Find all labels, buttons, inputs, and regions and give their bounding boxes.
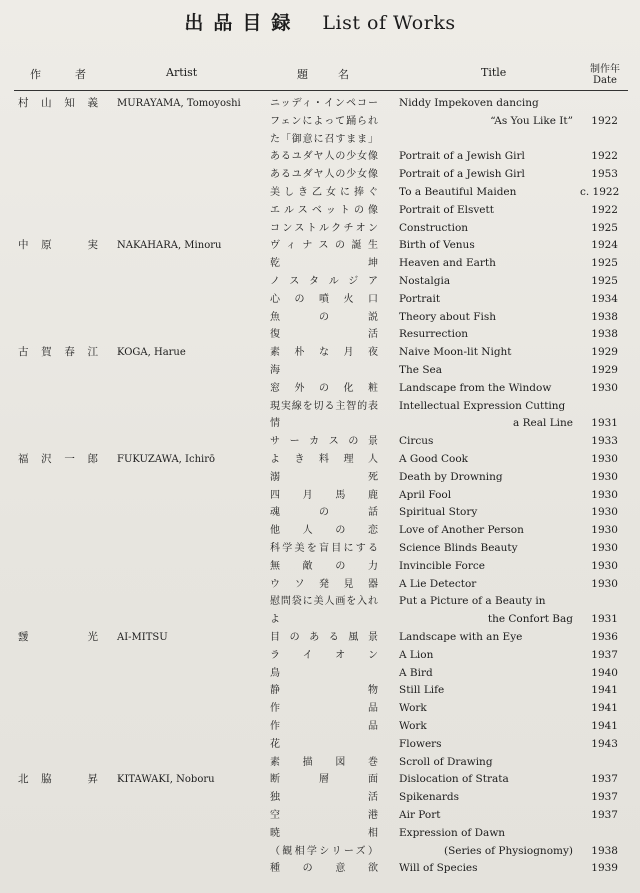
- artist-name: NAKAHARA, Minoru: [117, 240, 222, 252]
- work-row: [0, 487, 640, 505]
- work-title-japanese: ヴィナスの誕生: [270, 240, 378, 252]
- work-row: [0, 166, 640, 184]
- page-title: [0, 8, 640, 35]
- work-row: [0, 255, 640, 273]
- work-title: Portrait: [399, 292, 441, 305]
- work-title: Still Life: [399, 684, 445, 697]
- artist-name-japanese: 靉 光: [18, 631, 98, 643]
- work-title: A Good Cook: [399, 453, 469, 465]
- work-row: [0, 718, 640, 736]
- work-date: 1941: [591, 720, 618, 732]
- work-title: A Bird: [399, 666, 433, 679]
- header-date-japanese: 制作年: [590, 64, 620, 75]
- work-row: [0, 326, 640, 344]
- work-title: Portrait of Elsvett: [399, 203, 494, 216]
- artist-name-japanese: 北脇 昇: [18, 773, 98, 786]
- work-date: 1937: [591, 809, 618, 821]
- work-title-japanese: よ: [270, 614, 280, 626]
- work-title-japanese: ライオン: [270, 649, 378, 661]
- work-title: Landscape with an Eye: [399, 631, 523, 643]
- work-title: April Fool: [399, 488, 452, 501]
- work-date: 1930: [591, 524, 618, 537]
- work-title-japanese: 心の噴火口: [270, 293, 378, 305]
- work-date: 1930: [591, 506, 618, 519]
- work-date: 1937: [591, 791, 618, 804]
- work-date: 1924: [591, 239, 618, 252]
- work-row: [0, 771, 640, 789]
- work-title-japanese: 情: [270, 418, 280, 430]
- work-row: [0, 113, 640, 131]
- work-title-japanese: た「御意に召すまま」: [270, 133, 378, 145]
- work-title: Invincible Force: [399, 559, 485, 572]
- work-date: 1943: [591, 737, 618, 750]
- work-title: Construction: [399, 221, 469, 234]
- work-title-japanese: コンストルクチオン: [270, 222, 378, 234]
- work-row: [0, 380, 640, 398]
- work-row: [0, 665, 640, 683]
- work-row: [0, 148, 640, 166]
- artist-name-japanese: 古賀春江: [18, 346, 98, 359]
- header-title: Title: [481, 66, 507, 79]
- work-row: [0, 415, 640, 433]
- work-title: Theory about Fish: [399, 310, 497, 323]
- work-title-japanese: エルスベットの像: [270, 204, 378, 216]
- work-row: [0, 860, 640, 878]
- work-row: [0, 362, 640, 380]
- header-date-english: Date: [593, 75, 617, 86]
- work-row: [0, 843, 640, 861]
- work-title-japanese: 暁 相: [270, 827, 378, 839]
- work-title: Work: [399, 702, 427, 715]
- work-title: Nostalgia: [399, 275, 451, 287]
- work-title-japanese: 静 物: [270, 685, 378, 697]
- work-date: 1934: [591, 292, 618, 305]
- work-title-japanese: 花: [270, 738, 280, 750]
- work-title: Death by Drowning: [399, 470, 503, 483]
- work-title: Portrait of a Jewish Girl: [399, 168, 525, 181]
- work-row: [0, 540, 640, 558]
- work-title-japanese: 空 港: [270, 810, 378, 821]
- work-date: 1925: [591, 275, 618, 287]
- work-row: [0, 700, 640, 718]
- work-title-japanese: 無敵の力: [270, 560, 378, 572]
- work-title: Scroll of Drawing: [399, 755, 493, 768]
- artist-name: AI-MITSU: [117, 632, 168, 643]
- work-title: The Sea: [399, 364, 442, 376]
- work-row: [0, 344, 640, 362]
- header-artist: Artist: [166, 66, 198, 79]
- work-title: a Real Line: [513, 417, 573, 430]
- work-title-japanese: 鳥: [270, 667, 280, 679]
- work-title: “As You Like It”: [490, 114, 573, 127]
- work-row: [0, 433, 640, 451]
- work-date: 1940: [591, 666, 618, 679]
- work-date: 1941: [591, 702, 618, 715]
- work-title-japanese: よき料理人: [270, 454, 378, 465]
- work-date: 1938: [591, 844, 618, 857]
- work-row: [0, 309, 640, 327]
- work-date: 1953: [591, 168, 618, 181]
- header-title-japanese: 題 名: [297, 68, 349, 81]
- work-title-japanese: あるユダヤ人の少女像: [270, 169, 378, 181]
- work-title: Science Blinds Beauty: [399, 542, 518, 554]
- work-row: [0, 647, 640, 665]
- title-english: List of Works: [322, 12, 456, 34]
- work-title: Expression of Dawn: [399, 826, 506, 839]
- work-date: 1931: [591, 417, 618, 430]
- work-title: Landscape from the Window: [399, 381, 552, 394]
- work-row: [0, 754, 640, 772]
- work-title-japanese: 窓外の化粧: [270, 382, 378, 394]
- work-title-japanese: 目のある風景: [270, 632, 378, 643]
- work-title-japanese: フェンによって踊られ: [270, 115, 378, 127]
- work-date: 1936: [591, 631, 618, 643]
- work-title-japanese: あるユダヤ人の少女像: [270, 151, 378, 163]
- work-title: A Lion: [399, 648, 434, 661]
- work-title: Intellectual Expression Cutting: [399, 399, 566, 412]
- work-title-japanese: 作 品: [270, 721, 378, 732]
- work-title-japanese: サーカスの景: [270, 436, 378, 448]
- work-title: Circus: [399, 435, 434, 448]
- work-title: Spiritual Story: [399, 506, 478, 519]
- work-title: Birth of Venus: [399, 239, 475, 252]
- work-title-japanese: 独 活: [270, 792, 378, 804]
- work-title: Put a Picture of a Beauty in: [399, 595, 546, 608]
- work-date: 1930: [591, 381, 618, 394]
- work-date: 1930: [591, 488, 618, 501]
- work-title: A Lie Detector: [399, 577, 477, 590]
- work-row: [0, 451, 640, 469]
- work-row: [0, 95, 640, 113]
- work-date: 1922: [591, 150, 618, 163]
- work-row: [0, 558, 640, 576]
- artist-name-japanese: 村山知義: [18, 97, 98, 109]
- work-date: 1930: [591, 453, 618, 465]
- artist-name-japanese: 中原 実: [18, 239, 98, 252]
- work-row: [0, 825, 640, 843]
- artist-name: KITAWAKI, Noboru: [117, 774, 215, 786]
- work-title-japanese: 海: [270, 365, 280, 376]
- work-title-japanese: 断 層 面: [270, 774, 378, 786]
- work-row: [0, 736, 640, 754]
- work-date: 1933: [591, 435, 618, 448]
- work-title: Will of Species: [399, 862, 478, 875]
- work-date: 1930: [591, 470, 618, 483]
- work-date: 1938: [591, 328, 618, 341]
- work-title: (Series of Physiognomy): [444, 844, 573, 857]
- artist-name: MURAYAMA, Tomoyoshi: [117, 98, 241, 109]
- work-title-japanese: 魚 の 説: [270, 311, 378, 323]
- work-title: Niddy Impekoven dancing: [399, 97, 539, 109]
- work-row: [0, 469, 640, 487]
- work-row: [0, 202, 640, 220]
- work-title-japanese: ノスタルジア: [270, 276, 378, 287]
- work-row: [0, 291, 640, 309]
- work-row: [0, 131, 640, 149]
- work-title-japanese: 魂 の 話: [270, 507, 378, 519]
- artist-name-japanese: 福沢一郎: [18, 453, 98, 465]
- work-title-japanese: 他人の恋: [270, 525, 378, 537]
- work-title-japanese: 種 の 意 欲: [270, 863, 378, 875]
- work-date: 1930: [591, 577, 618, 590]
- work-row: [0, 398, 640, 416]
- header-date: [590, 64, 620, 86]
- work-date: 1925: [591, 257, 618, 270]
- work-title-japanese: ウソ発見器: [270, 578, 378, 590]
- work-date: 1941: [591, 684, 618, 697]
- work-date: 1930: [591, 542, 618, 554]
- work-title-japanese: 作 品: [270, 703, 378, 715]
- work-title-japanese: ニッディ・インペコー: [270, 98, 378, 109]
- work-title: Air Port: [399, 809, 441, 821]
- work-date: 1930: [591, 559, 618, 572]
- work-row: [0, 522, 640, 540]
- work-row: [0, 273, 640, 291]
- work-title-japanese: 美しき乙女に捧ぐ: [270, 187, 378, 198]
- work-title-japanese: 科学美を盲目にする: [270, 543, 378, 554]
- work-row: [0, 789, 640, 807]
- work-title: To a Beautiful Maiden: [399, 186, 517, 198]
- work-date: 1938: [591, 310, 618, 323]
- header-rule: [14, 90, 628, 91]
- work-row: [0, 184, 640, 202]
- work-row: [0, 237, 640, 255]
- work-row: [0, 593, 640, 611]
- work-date: 1937: [591, 773, 618, 786]
- work-row: [0, 576, 640, 594]
- work-date: 1929: [591, 346, 618, 359]
- work-date: 1937: [591, 648, 618, 661]
- work-title: Resurrection: [399, 328, 469, 341]
- artist-name: FUKUZAWA, Ichirō: [117, 454, 216, 465]
- work-row: [0, 682, 640, 700]
- work-row: [0, 611, 640, 629]
- work-title: Flowers: [399, 737, 442, 750]
- header-artist-japanese: 作 者: [30, 68, 86, 81]
- work-title: Naive Moon-lit Night: [399, 346, 512, 359]
- work-title-japanese: 素朴な月夜: [270, 347, 378, 359]
- work-date: c. 1922: [580, 186, 620, 198]
- work-title: Love of Another Person: [399, 524, 524, 537]
- work-title: Heaven and Earth: [399, 257, 496, 270]
- work-title: Portrait of a Jewish Girl: [399, 150, 525, 163]
- work-row: [0, 220, 640, 238]
- work-date: 1922: [591, 203, 618, 216]
- work-row: [0, 629, 640, 647]
- work-title: Dislocation of Strata: [399, 773, 509, 786]
- work-date: 1931: [591, 613, 618, 626]
- work-title-japanese: 現実線を切る主智的表: [270, 400, 378, 412]
- work-date: 1922: [591, 114, 618, 127]
- work-title-japanese: 乾 坤: [270, 258, 378, 270]
- work-date: 1929: [591, 364, 618, 376]
- work-row: [0, 807, 640, 825]
- work-row: [0, 504, 640, 522]
- work-date: 1939: [591, 862, 618, 875]
- work-title: the Confort Bag: [487, 613, 573, 626]
- work-title: Spikenards: [399, 791, 460, 804]
- title-japanese: 出品目録: [184, 12, 301, 34]
- work-title-japanese: 復 活: [270, 329, 378, 341]
- work-title-japanese: 素描図巻: [270, 756, 378, 768]
- work-title-japanese: 四月馬鹿: [270, 489, 378, 501]
- work-date: 1925: [591, 221, 618, 234]
- artist-name: KOGA, Harue: [117, 347, 186, 359]
- work-title-japanese: 溺 死: [270, 471, 378, 483]
- work-title: Work: [399, 720, 427, 732]
- work-title-japanese: 慰問袋に美人画を入れ: [270, 596, 378, 608]
- work-title-japanese: （観相学シリーズ）: [270, 845, 378, 857]
